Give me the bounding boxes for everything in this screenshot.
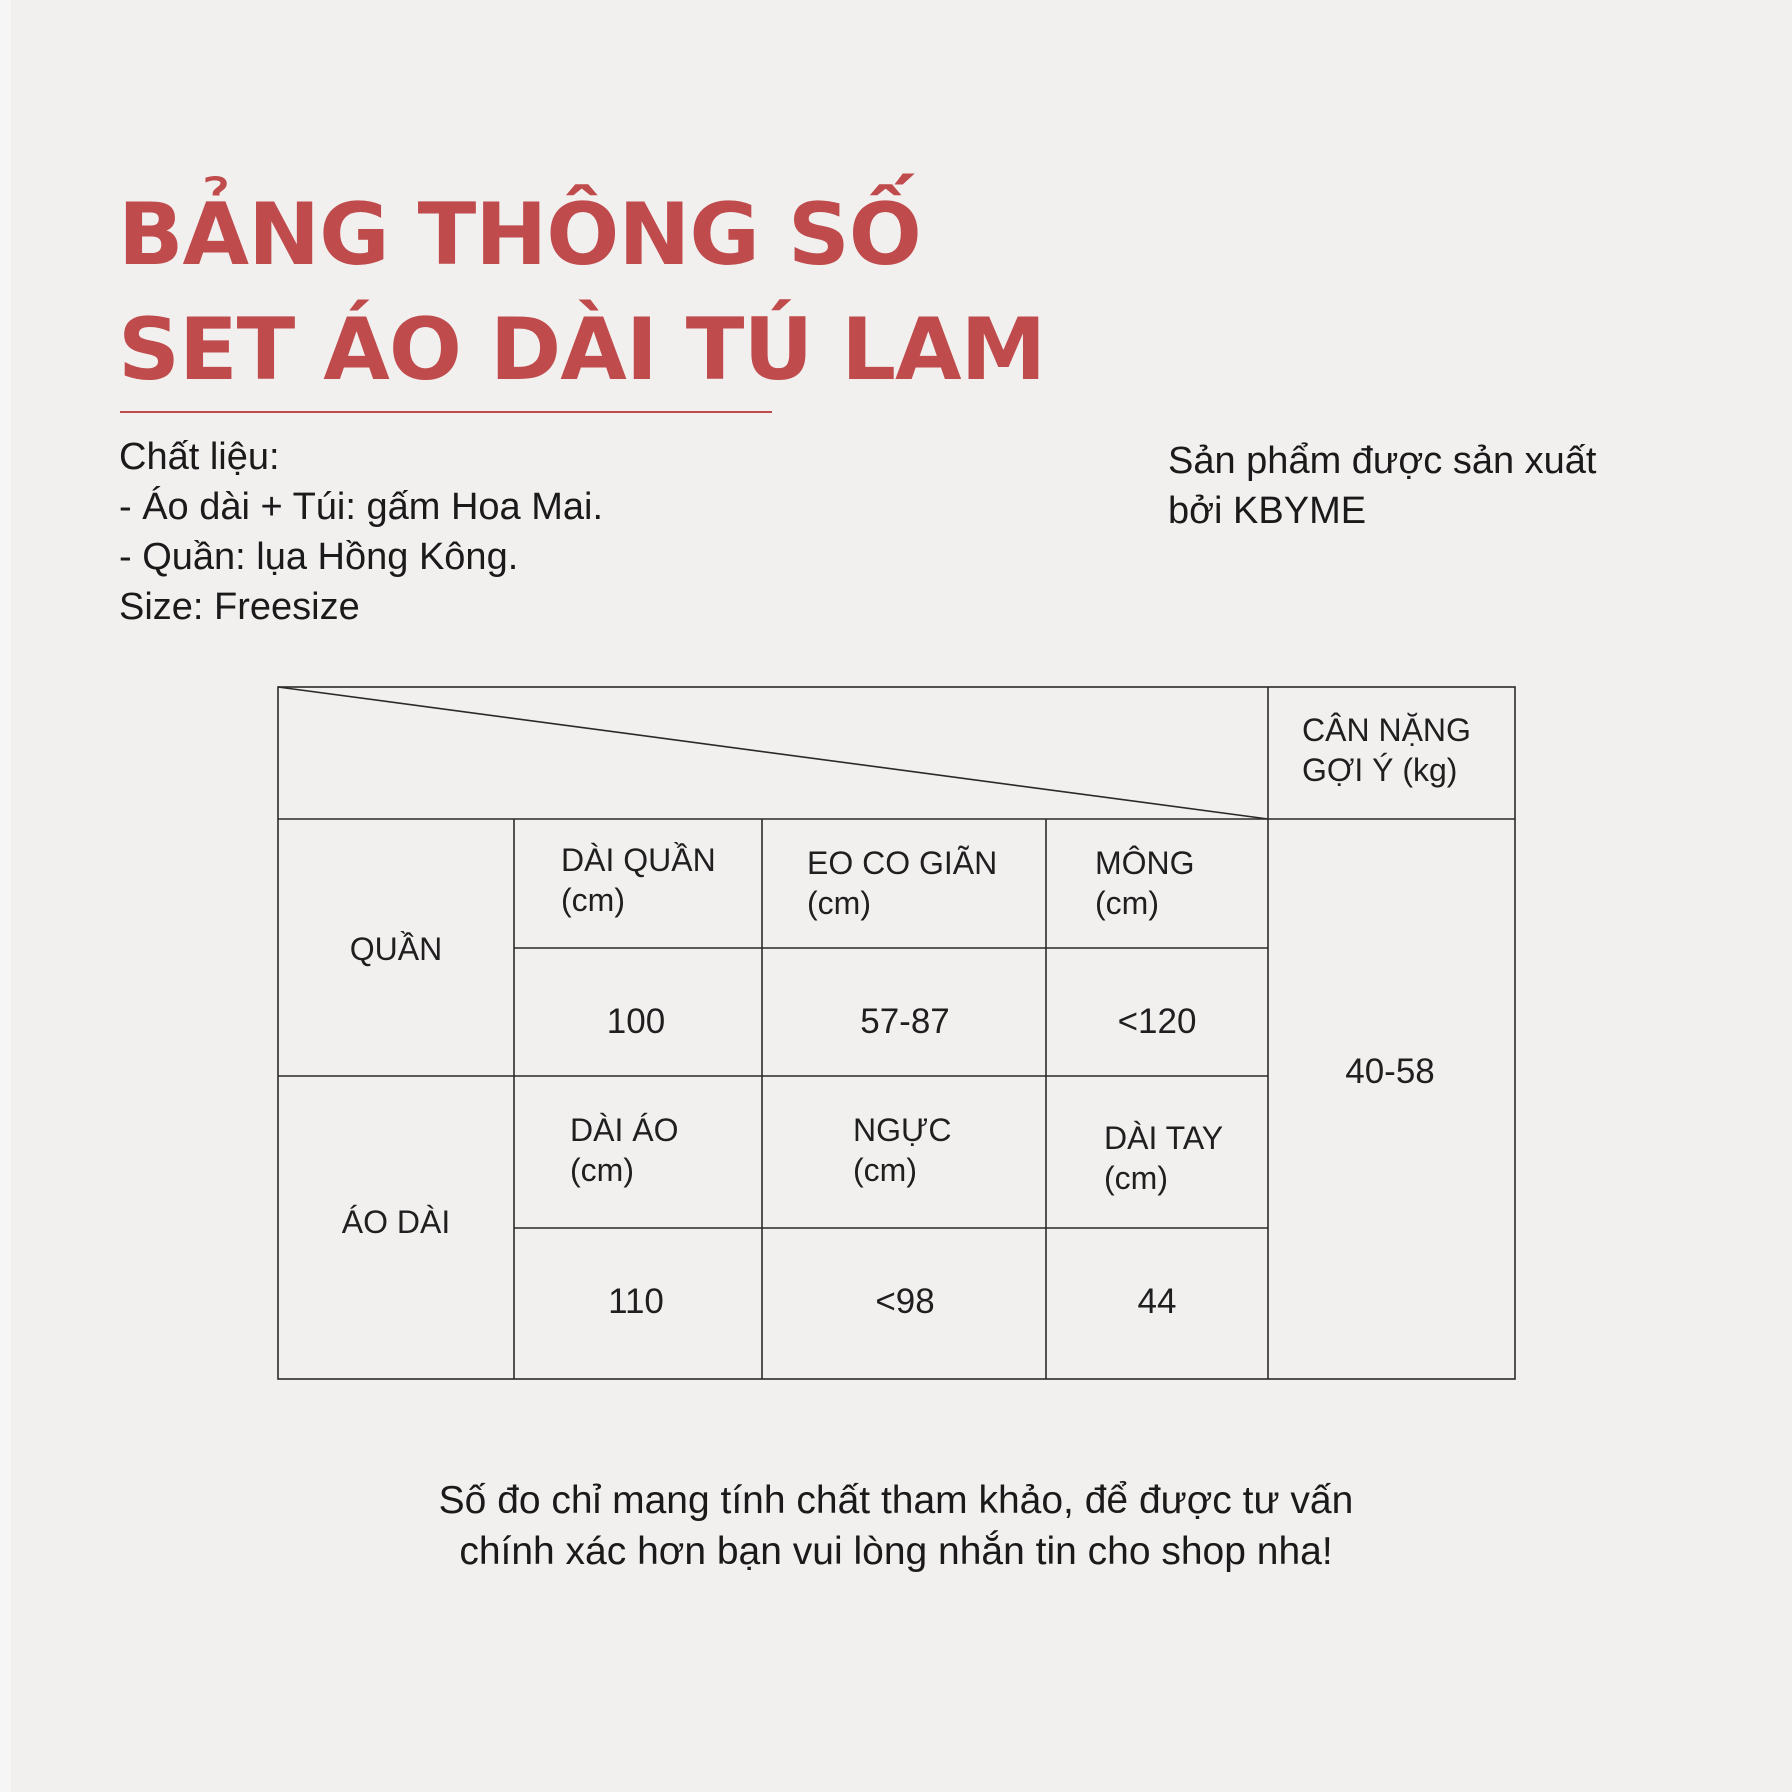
- header-mong: [1095, 843, 1195, 923]
- title-underline: [120, 411, 772, 413]
- header-dai-tay-unit: (cm): [1104, 1160, 1168, 1196]
- header-dai-tay-title: DÀI TAY: [1104, 1120, 1224, 1156]
- title-line-2: SET ÁO DÀI TÚ LAM: [118, 300, 1046, 400]
- weight-value: 40-58: [1345, 1052, 1435, 1091]
- size-info: Size: Freesize: [119, 586, 360, 628]
- header-eo-co-gian-unit: (cm): [807, 885, 871, 921]
- header-dai-ao: [570, 1110, 678, 1190]
- header-dai-ao-title: DÀI ÁO: [570, 1112, 679, 1148]
- weight-header-line-2: GỢI Ý (kg): [1302, 752, 1458, 788]
- value-dai-tay: 44: [1137, 1282, 1177, 1321]
- header-eo-co-gian-title: EO CO GIÃN: [807, 845, 998, 881]
- header-nguc-title: NGỰC: [853, 1112, 952, 1148]
- header-mong-unit: (cm): [1095, 885, 1159, 921]
- value-mong: <120: [1117, 1002, 1197, 1041]
- header-eo-co-gian: [807, 843, 997, 923]
- material-item-quan: - Quần: lụa Hồng Kông.: [119, 536, 519, 578]
- material-info: [119, 432, 603, 632]
- header-mong-title: MÔNG: [1095, 845, 1195, 881]
- maker-line-2: bởi KBYME: [1168, 490, 1367, 532]
- weight-header: [1302, 710, 1471, 790]
- maker-line-1: Sản phẩm được sản xuất: [1168, 440, 1597, 482]
- footer-note-line-1: Số đo chỉ mang tính chất tham khảo, để được tư vấn: [438, 1479, 1354, 1522]
- value-dai-ao: 110: [608, 1282, 664, 1321]
- header-dai-quan-title: DÀI QUẦN: [561, 842, 716, 878]
- material-heading: Chất liệu:: [119, 436, 280, 478]
- title-line-1: BẢNG THÔNG SỐ: [118, 185, 921, 285]
- value-dai-quan: 100: [606, 1002, 666, 1041]
- header-nguc: [853, 1110, 951, 1190]
- material-item-ao-dai: - Áo dài + Túi: gấm Hoa Mai.: [119, 486, 604, 528]
- row-label-ao-dai: ÁO DÀI: [341, 1204, 451, 1240]
- header-dai-ao-unit: (cm): [570, 1152, 634, 1188]
- footer-note-line-2: chính xác hơn bạn vui lòng nhắn tin cho shop nha!: [459, 1530, 1333, 1573]
- footer-note: [346, 1475, 1446, 1577]
- maker-info: [1168, 436, 1596, 536]
- value-eo-co-gian: 57-87: [860, 1002, 950, 1041]
- row-label-quan: QUẦN: [349, 931, 443, 967]
- header-dai-quan: [561, 840, 716, 920]
- header-nguc-unit: (cm): [853, 1152, 917, 1188]
- header-dai-tay: [1104, 1118, 1223, 1198]
- header-dai-quan-unit: (cm): [561, 882, 625, 918]
- page-title: [118, 178, 1045, 408]
- weight-header-line-1: CÂN NẶNG: [1302, 712, 1471, 748]
- value-nguc: <98: [875, 1282, 935, 1321]
